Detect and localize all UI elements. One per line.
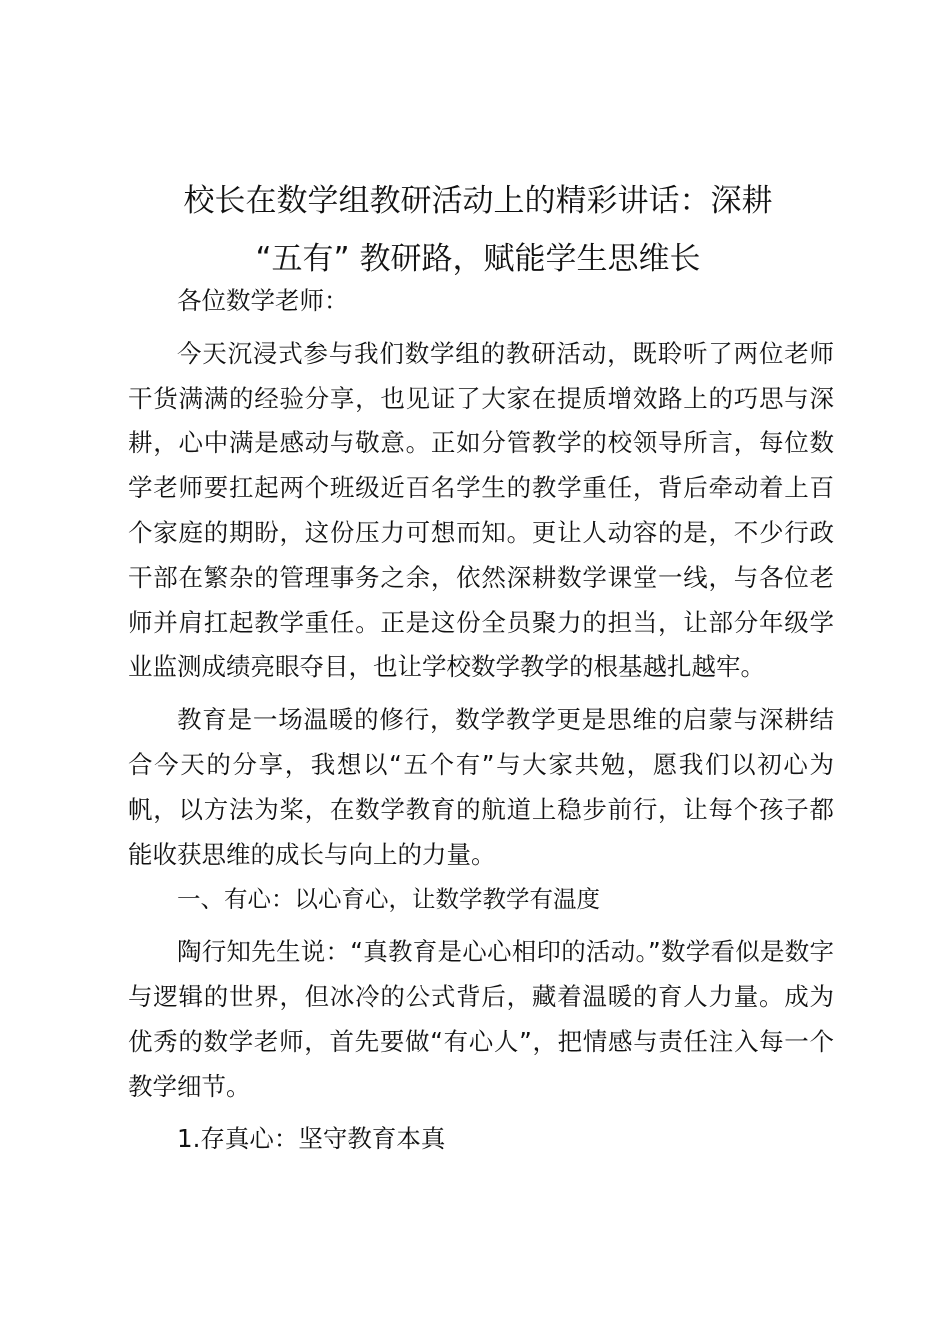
section-heading-1: 一、有心：以心育心，让数学教学有温度 [177, 885, 600, 914]
paragraph-intro: 今天沉浸式参与我们数学组的教研活动，既聆听了两位老师干货满满的经验分享，也见证了大家在提质增效路上的巧思与深耕，心中满是感动与敬意。正如分管教学的校领导所言，每位数学老师要扛起两个班级近百名学生的教学重任，背后牵动着上百个家庭的期盼，这份压力可想而知。更让人动容的是，不少行政干部在繁杂的管理事务之余，依然深耕数学课堂一线，与各位老师并肩扛起教学重任。正是这份全员聚力的担当，让部分年级学业监测成绩亮眼夺目，也让学校数学教学的根基越扎越牢。 [128, 338, 834, 682]
paragraph-section-1: 陶行知先生说：“真教育是心心相印的活动。”数学看似是数字与逻辑的世界，但冰冷的公式背后，藏着温暖的育人力量。成为优秀的数学老师，首先要做“有心人”，把情感与责任注入每一个教学细节。 [128, 937, 834, 1101]
paragraph-five-haves: 教育是一场温暖的修行，数学教学更是思维的启蒙与深耕结合今天的分享，我想以“五个有”与大家共勉，愿我们以初心为帆，以方法为桨，在数学教育的航道上稳步前行，让每个孩子都能收获思维的成长与向上的力量。 [128, 705, 834, 869]
subheading-1: 1.存真心：坚守教育本真 [177, 1124, 446, 1154]
title-line-1: 校长在数学组教研活动上的精彩讲话：深耕 [183, 183, 773, 219]
salutation: 各位数学老师： [177, 286, 349, 315]
document-title [128, 172, 828, 288]
title-line-2: “五有” 教研路，赋能学生思维长 [255, 241, 701, 277]
document-body [128, 279, 834, 1162]
